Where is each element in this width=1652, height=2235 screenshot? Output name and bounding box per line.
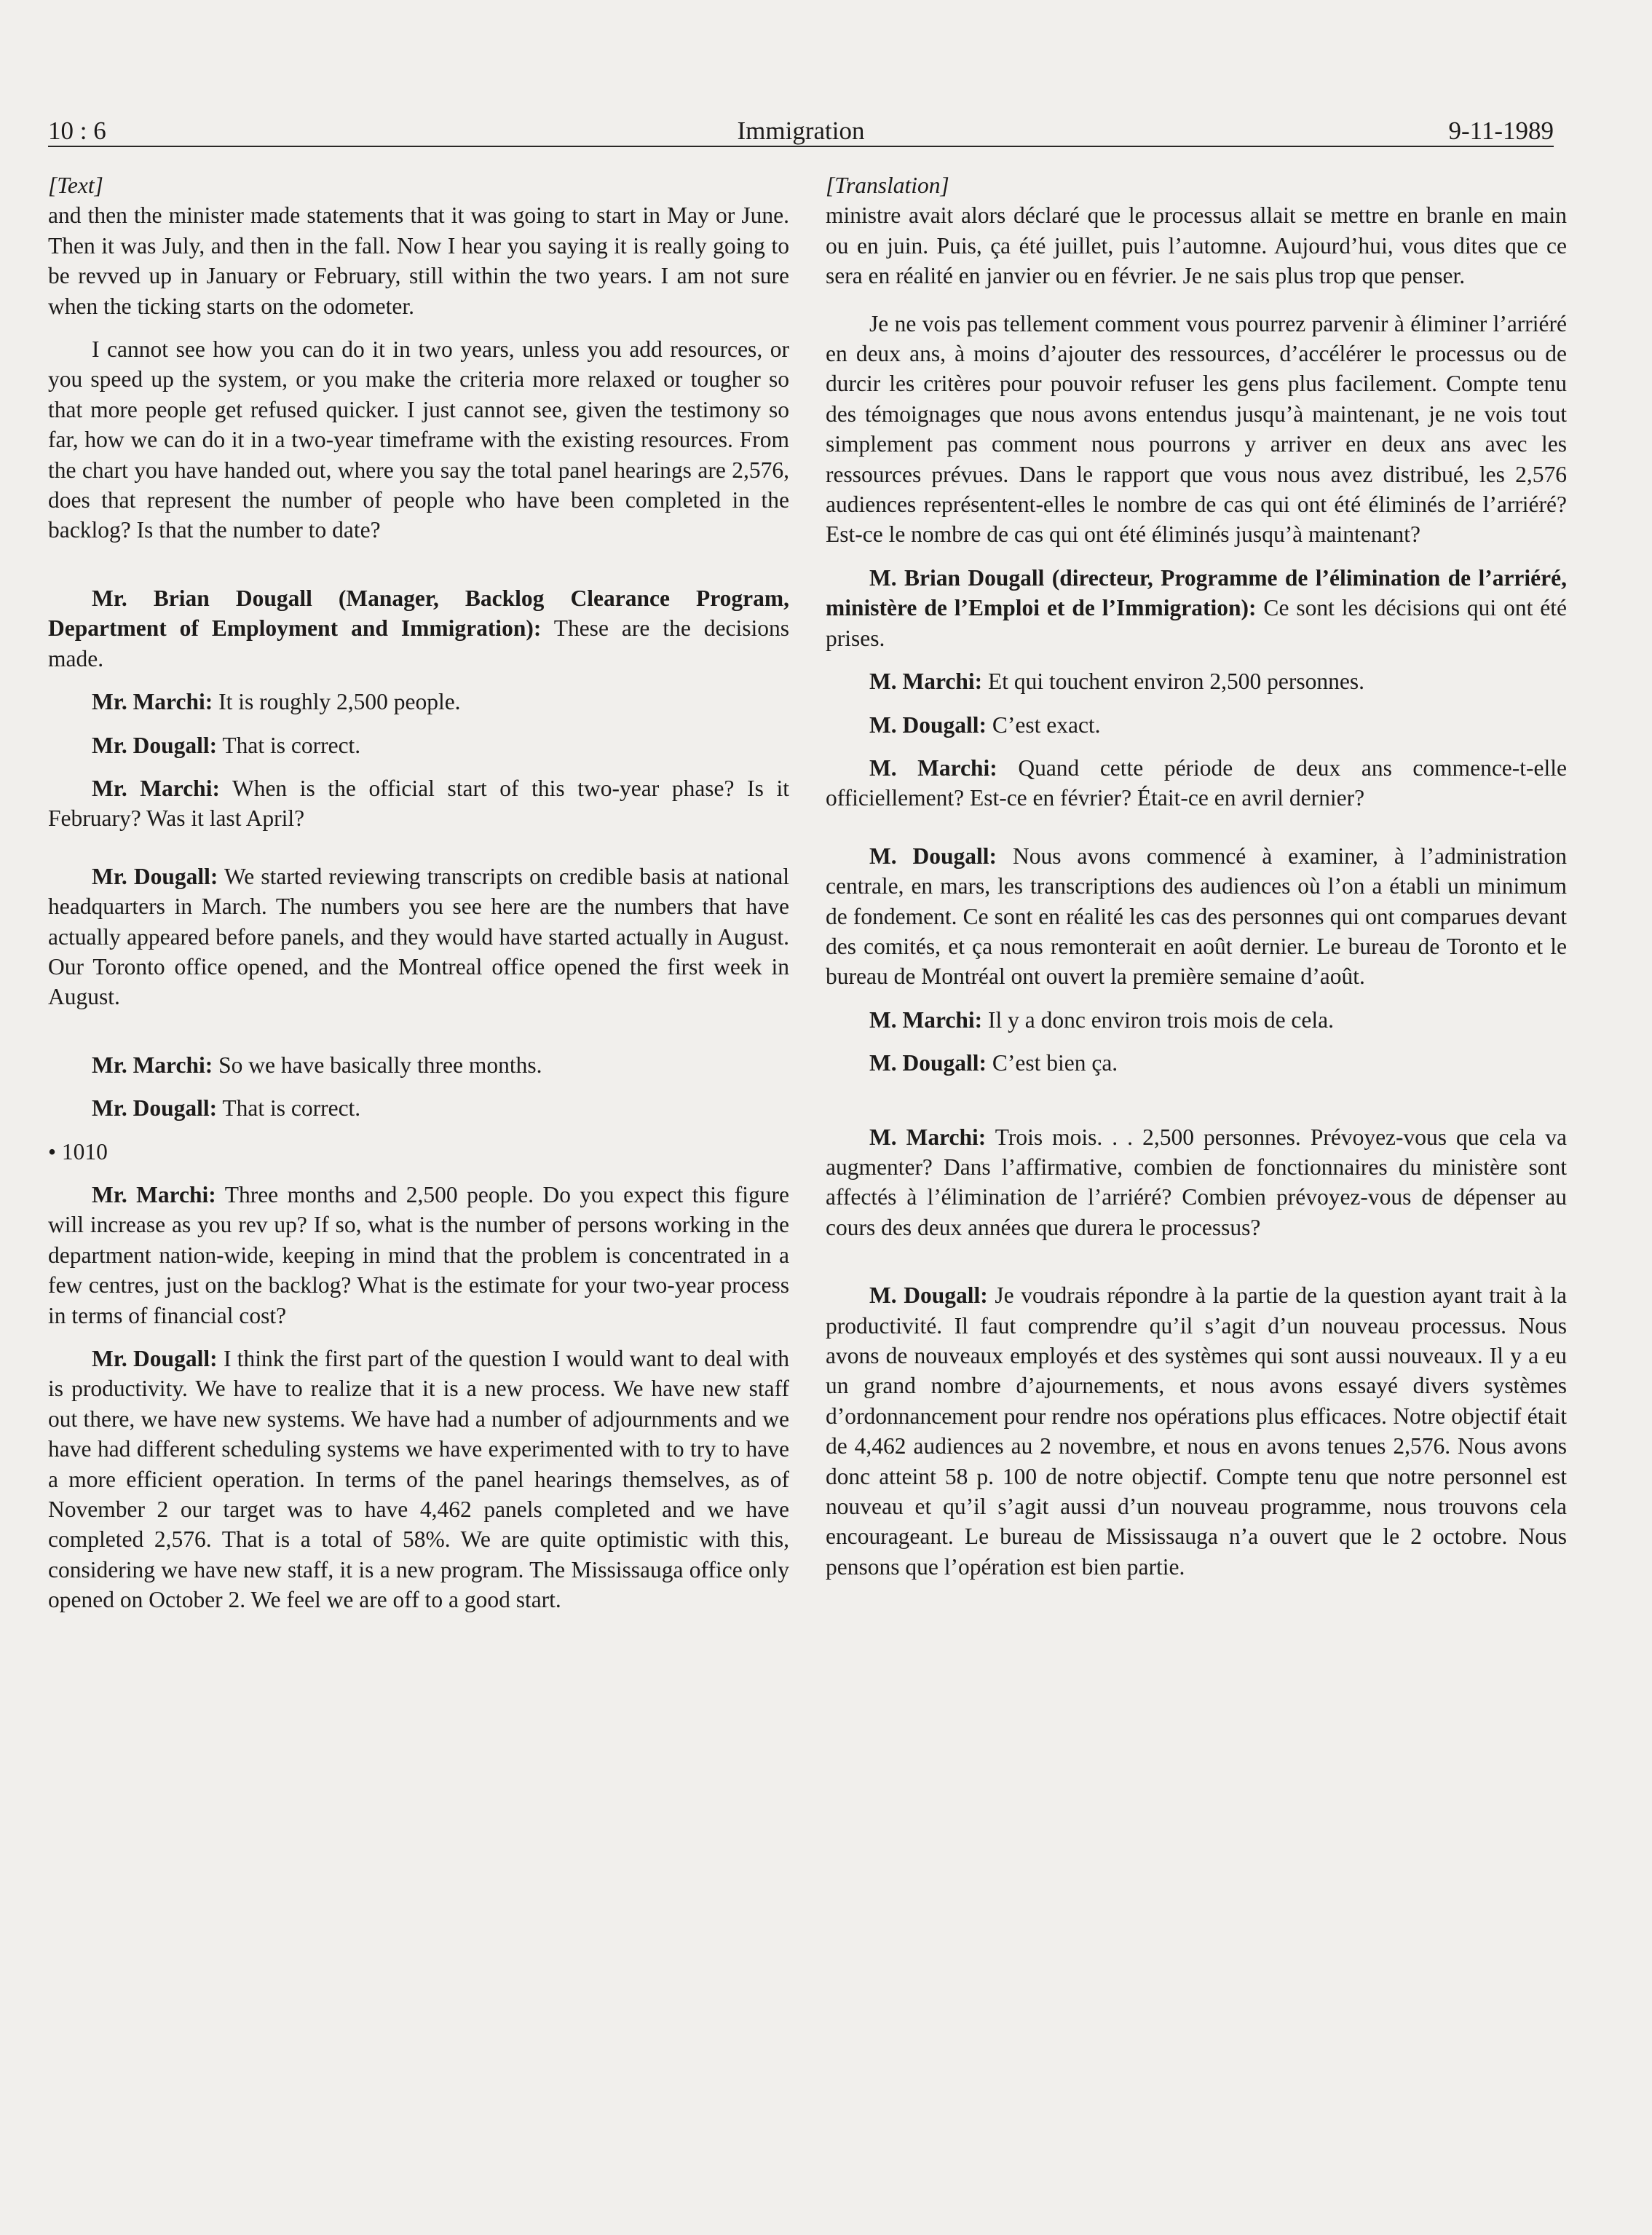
speech-text: That is correct. — [217, 732, 361, 758]
speech — [826, 1122, 1567, 1243]
page-title: Immigration — [737, 117, 865, 145]
speech — [48, 773, 789, 834]
column-tag: [Text] — [48, 173, 103, 198]
speech — [826, 841, 1567, 992]
speech-text: So we have basically three months. — [213, 1052, 542, 1078]
speech-text: It is roughly 2,500 people. — [213, 689, 461, 715]
speaker-name: M. Dougall: — [869, 1282, 988, 1309]
speech — [48, 730, 789, 760]
speech — [48, 583, 789, 674]
header-rule — [48, 146, 1554, 147]
speaker-name: M. Dougall: — [869, 712, 987, 738]
speech — [826, 563, 1567, 653]
time-marker: • 1010 — [48, 1138, 108, 1164]
speaker-name: Mr. Dougall: — [92, 1095, 218, 1122]
speech — [48, 1050, 789, 1080]
paragraph: I cannot see how you can do it in two years, unless you add resources, or you speed up the system, or you make the criteria more relaxed or tougher so that more people get refused quicker. I just cannot see, given the testimony so far, how we can do it in a two-year timeframe with the existing resources. From the chart you have handed out, where you say the total panel hearings are 2,576, does that represent the number of people who have been completed in the backlog? Is that the number to date? — [48, 336, 789, 543]
speech-text: Trois mois. . . 2,500 personnes. Prévoyez-vous que cela va augmenter? Dans l’affirmative, combien de fonctionnaires du ministère sont affectés à l’élimination de l’arriéré? Combien prévoyez-vous de dépenser au cours des deux années que durera le processus? — [826, 1124, 1567, 1240]
paragraph: ministre avait alors déclaré que le processus allait se mettre en branle en main ou en juin. Puis, ça été juillet, puis l’automne. Aujourd’hui, vous dites que ce sera en réalité en janvier ou en février. Je ne sais plus trop que penser. — [826, 202, 1567, 289]
speech-text: I think the first part of the question I would want to deal with is productivity. We have to realize that it is a new process. We have new staff out there, we have new systems. We have had a number of adjournments and we have had different scheduling systems we have experimented with to try to have a more efficient operation. In terms of the panel hearings themselves, as of November 2 our target was to have 4,462 panels completed and we have completed 2,576. That is a total of 58%. We are quite optimistic with this, considering we have new staff, it is a new program. The Mississauga office only opened on October 2. We feel we are off to a good start. — [48, 1346, 789, 1613]
speech-text: Il y a donc environ trois mois de cela. — [982, 1006, 1334, 1033]
speaker-name: M. Marchi: — [869, 669, 983, 695]
speaker-name: Mr. Marchi: — [92, 775, 220, 801]
speech-text: Three months and 2,500 people. Do you expect this figure will increase as you rev up? If so, what is the number of persons working in the department nation-wide, keeping in mind that the problem is concentrated in a few centres, just on the backlog? What is the estimate for your two-year process in terms of financial cost? — [48, 1181, 789, 1328]
speaker-name: M. Brian Dougall (directeur, Programme de l’élimination de l’arriéré, ministère de l’Emploi et de l’Immigration): — [826, 564, 1567, 621]
speech-text: C’est exact. — [987, 712, 1101, 738]
paragraph: and then the minister made statements that it was going to start in May or June. Then it was July, and then in the fall. Now I hear you saying it is really going to be revved up in January or February, still within the two years. I am not sure when the ticking starts on the odometer. — [48, 202, 789, 319]
speaker-name: Mr. Marchi: — [92, 689, 213, 715]
speaker-name: M. Dougall: — [869, 1050, 987, 1076]
french-column — [826, 170, 1567, 1582]
speaker-name: Mr. Brian Dougall (Manager, Backlog Clearance Program, Department of Employment and Immigration): — [48, 585, 789, 642]
speech — [48, 862, 789, 1012]
speaker-name: Mr. Marchi: — [92, 1181, 216, 1207]
speech-text: Quand cette période de deux ans commence-t-elle officiellement? Est-ce en février? Était-ce en avril dernier? — [826, 754, 1567, 811]
speaker-name: Mr. Dougall: — [92, 732, 218, 758]
speaker-name: Mr. Dougall: — [92, 1346, 218, 1371]
speech — [826, 1048, 1567, 1078]
speech — [48, 1093, 789, 1123]
speaker-name: Mr. Dougall: — [92, 863, 218, 889]
speech — [826, 1280, 1567, 1582]
speech-text: These are the decisions made. — [48, 615, 789, 671]
speaker-name: M. Marchi: — [869, 1006, 983, 1033]
speaker-name: M. Dougall: — [869, 843, 997, 869]
speech-text: Nous avons commencé à examiner, à l’administration centrale, en mars, les transcriptions des audiences où l’on a établi un minimum de fondement. Ce sont en réalité les cas des personnes qui ont comparues devant des comités, et ça nous remonterait en août dernier. Le bureau de Toronto et le bureau de Montréal ont ouvert la première semaine d’août. — [826, 843, 1567, 990]
speech-text: When is the official start of this two-year phase? Is it February? Was it last April? — [48, 775, 789, 832]
speech-text: Je voudrais répondre à la partie de la question ayant trait à la productivité. Il faut comprendre qu’il s’agit d’un nouveau processus. Nous avons de nouveaux employés et des systèmes qui sont aussi nouveaux. Il y a eu un grand nombre d’ajournements, et nous avons essayé divers systèmes d’ordonnancement pour rendre nos opérations plus efficaces. Notre objectif était de 4,462 audiences au 2 novembre, et nous en avons tenues 2,576. Nous avons donc atteint 58 p. 100 de notre objectif. Compte tenu que notre personnel est nouveau et qu’il s’agit aussi d’un nouveau programme, nous trouvons cela encourageant. Le bureau de Mississauga n’a ouvert que le 2 octobre. Nous pensons que l’opération est bien partie. — [826, 1282, 1567, 1580]
speaker-name: Mr. Marchi: — [92, 1052, 213, 1078]
page-date: 9-11-1989 — [1448, 117, 1554, 145]
speech — [48, 1344, 789, 1615]
speech — [826, 666, 1567, 696]
speech-text: Et qui touchent environ 2,500 personnes. — [982, 669, 1365, 695]
speaker-name: M. Marchi: — [869, 754, 997, 781]
speech-text: That is correct. — [217, 1095, 361, 1122]
speaker-name: M. Marchi: — [869, 1124, 987, 1150]
speech — [48, 687, 789, 717]
speech — [826, 753, 1567, 813]
speech-text: We started reviewing transcripts on credible basis at national headquarters in March. The numbers you see here are the numbers that have actually appeared before panels, and they would have started actually in August. Our Toronto office opened, and the Montreal office opened the first week in August. — [48, 863, 789, 1010]
speech — [48, 1180, 789, 1331]
page-number: 10 : 6 — [48, 117, 106, 145]
speech-text: C’est bien ça. — [987, 1050, 1118, 1076]
english-column — [48, 170, 789, 1615]
speech — [826, 710, 1567, 740]
column-tag: [Translation] — [826, 173, 949, 198]
speech — [826, 1005, 1567, 1035]
speech-text: Ce sont les décisions qui ont été prises. — [826, 595, 1567, 651]
paragraph: Je ne vois pas tellement comment vous pourrez parvenir à éliminer l’arriéré en deux ans, à moins d’ajouter des ressources, d’accélérer le processus ou de durcir les critères pour pouvoir refuser les gens plus facilement. Compte tenu des témoignages que nous avons entendus jusqu’à maintenant, je ne vois tout simplement pas comment nous pourrons y arriver en deux ans avec les ressources prévues. Dans le rapport que vous nous avez distribué, les 2,576 audiences représentent-elles le nombre de cas qui ont été éliminés de l’arriéré? Est-ce le nombre de cas qui ont été éliminés jusqu’à maintenant? — [826, 310, 1567, 548]
